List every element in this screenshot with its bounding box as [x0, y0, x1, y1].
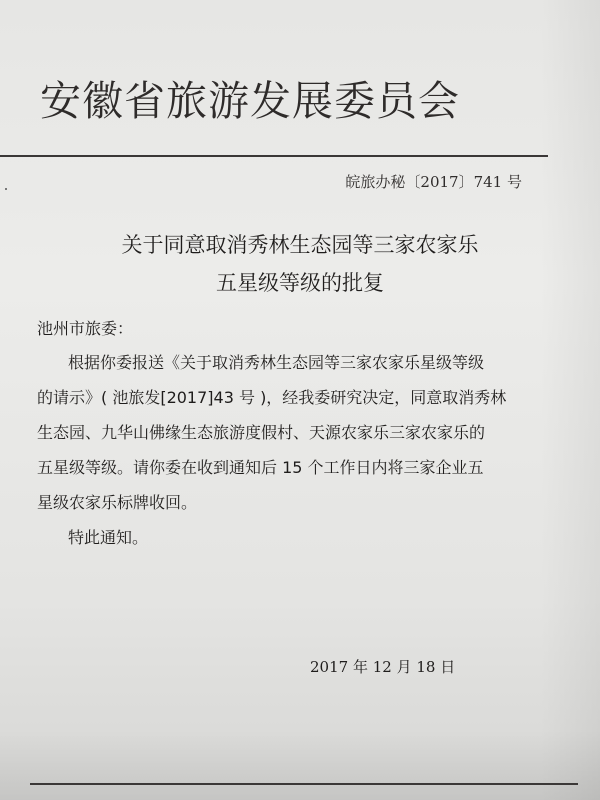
document-title-line-1: 关于同意取消秀林生态园等三家农家乐: [121, 233, 479, 257]
addressee: 池州市旅委：: [37, 319, 134, 338]
paper-speck: [5, 188, 7, 190]
header-divider-line: [0, 155, 548, 157]
body-line-2: 的请示》( 池旅发[2017]43 号 )，经我委研究决定，同意取消秀林: [37, 388, 507, 407]
document-date: 2017 年 12 月 18 日: [310, 658, 456, 676]
closing-line: 特此通知。: [68, 528, 149, 547]
issuing-organization-title: 安徽省旅游发展委员会: [40, 77, 460, 125]
document-number: 皖旅办秘〔2017〕741 号: [345, 173, 522, 191]
page-shadow-bottom: [0, 730, 600, 800]
document-title-line-2: 五星级等级的批复: [216, 271, 384, 295]
footer-divider-line: [30, 783, 578, 785]
body-line-5: 星级农家乐标牌收回。: [37, 493, 198, 512]
body-line-3: 生态园、九华山佛缘生态旅游度假村、天源农家乐三家农家乐的: [37, 423, 486, 442]
body-line-1: 根据你委报送《关于取消秀林生态园等三家农家乐星级等级: [68, 353, 485, 372]
body-line-4: 五星级等级。请你委在收到通知后 15 个工作日内将三家企业五: [37, 458, 484, 477]
